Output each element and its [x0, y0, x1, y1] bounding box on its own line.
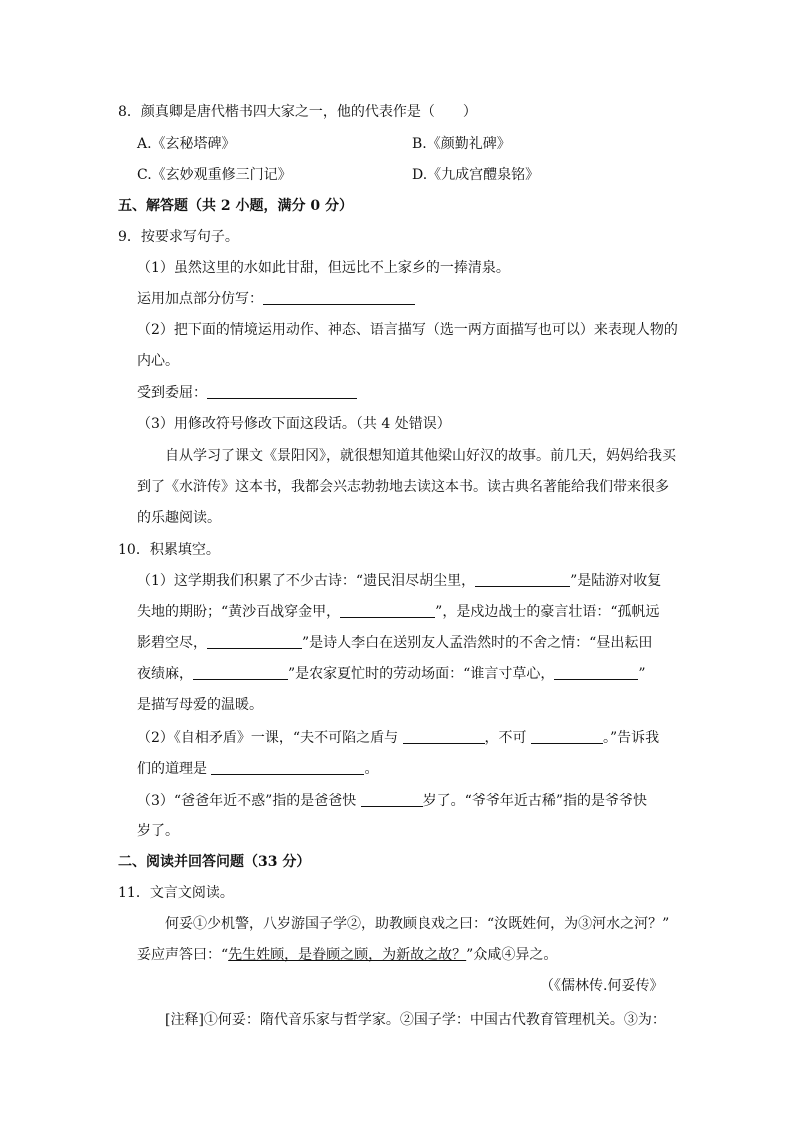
q10-blank-3[interactable] [207, 634, 302, 649]
q8-option-b: B.《颜勤礼碑》 [412, 136, 511, 152]
q10-line6-text-a: （2）《自相矛盾》一课，“夫不可陷之盾与 [137, 730, 403, 746]
section-2-heading: 二、阅读并回答问题（33 分） [118, 854, 311, 870]
q9-part1-prompt-text: 运用加点部分仿写： [137, 291, 263, 307]
q10-line6-text-b: ，不可 [484, 730, 531, 746]
q10-blank-1[interactable] [475, 572, 570, 587]
q10-line2 [137, 602, 660, 622]
q10-line1 [137, 571, 661, 591]
q10-line2-text-b: ”，是戍边战士的豪言壮语：“孤帆远 [435, 604, 660, 620]
q10-blank-6[interactable] [403, 729, 485, 744]
q9-stem: 9．按要求写句子。 [118, 229, 239, 245]
q11-text-line2-a: 妥应声答曰：“ [137, 947, 229, 963]
q9-part2-line1: （2）把下面的情境运用动作、神态、语言描写（选一两方面描写也可以）来表现人物的 [137, 322, 678, 338]
q10-line4-text-c: ” [638, 666, 646, 682]
q10-blank-5[interactable] [554, 665, 638, 680]
q9-part1-answer-blank[interactable] [263, 290, 415, 305]
q9-part2-line2: 内心。 [137, 353, 179, 369]
q10-line1-text-b: ”是陆游对收复 [570, 573, 662, 589]
q9-part2-answer-blank[interactable] [207, 384, 357, 399]
q9-part3: （3）用修改符号修改下面这段话。（共 4 处错误） [137, 416, 451, 432]
q11-text-line2 [137, 945, 557, 965]
q9-part2-prompt [137, 383, 357, 403]
q10-blank-7[interactable] [531, 729, 603, 744]
q10-line8-text-a: （3）“爸爸年近不惑”指的是爸爸快 [137, 793, 361, 809]
q10-line3 [137, 633, 652, 653]
q10-line1-text-a: （1）这学期我们积累了不少古诗：“遗民泪尽胡尘里， [137, 573, 476, 589]
q9-part2-prompt-text: 受到委屈： [137, 385, 207, 401]
q8-stem: 8．颜真卿是唐代楷书四大家之一，他的代表作是（ ） [118, 104, 477, 120]
q11-annotation: [注释]①何妥：隋代音乐家与哲学家。②国子学：中国古代教育管理机关。③为： [165, 1012, 666, 1028]
q10-line2-text-a: 失地的期盼；“黄沙百战穿金甲， [137, 604, 341, 620]
q10-line8 [137, 791, 647, 811]
q10-blank-2[interactable] [340, 603, 435, 618]
q9-passage-line1: 自从学习了课文《景阳冈》，就很想知道其他梁山好汉的故事。前几天，妈妈给我买 [165, 448, 676, 464]
q10-line7 [137, 759, 378, 779]
q10-stem: 10．积累填空。 [118, 542, 220, 558]
q10-line4-text-a: 夜绩麻， [137, 666, 193, 682]
q10-line8-text-b: 岁了。“爷爷年近古稀”指的是爷爷快 [422, 793, 647, 809]
q11-stem: 11．文言文阅读。 [118, 885, 234, 901]
q10-line3-text-a: 影碧空尽， [137, 635, 207, 651]
q11-underlined-sentence: 先生姓顾，是眷顾之顾，为新故之故？ [228, 947, 467, 963]
q10-line5: 是描写母爱的温暖。 [137, 697, 263, 713]
q8-option-d: D.《九成宫醴泉铭》 [412, 167, 540, 183]
q11-source: （《儒林传.何妥传》 [540, 978, 664, 994]
section-5-heading: 五、解答题（共 2 小题，满分 0 分） [118, 198, 353, 214]
q10-line7-text-b: 。 [364, 761, 379, 777]
q11-text-line2-b: ”众咸④异之。 [466, 947, 558, 963]
q10-line6 [137, 728, 659, 748]
q10-line7-text-a: 们的道理是 [137, 761, 212, 777]
q10-line4 [137, 664, 646, 684]
q10-line9: 岁了。 [137, 823, 179, 839]
q10-blank-4[interactable] [193, 665, 288, 680]
q10-blank-9[interactable] [361, 792, 423, 807]
q11-text-line1: 何妥①少机警，八岁游国子学②，助教顾良戏之曰：“汝既姓何，为③河水之河？” [165, 916, 670, 932]
q10-line4-text-b: ”是农家夏忙时的劳动场面：“谁言寸草心， [288, 666, 555, 682]
q9-part1-prompt [137, 289, 415, 309]
q10-line3-text-b: ”是诗人李白在送别友人孟浩然时的不舍之情：“昼出耘田 [302, 635, 653, 651]
q9-passage-line2: 到了《水浒传》这本书，我都会兴志勃勃地去读这本书。读古典名著能给我们带来很多 [137, 479, 669, 495]
q10-blank-8[interactable] [211, 760, 364, 775]
q8-option-c: C.《玄妙观重修三门记》 [137, 167, 292, 183]
q9-part1: （1）虽然这里的水如此甘甜，但远比不上家乡的一捧清泉。 [137, 260, 510, 276]
q9-passage-line3: 的乐趣阅读。 [137, 510, 221, 526]
q10-line6-text-c: 。”告诉我 [602, 730, 660, 746]
q8-option-a: A.《玄秘塔碑》 [137, 136, 236, 152]
